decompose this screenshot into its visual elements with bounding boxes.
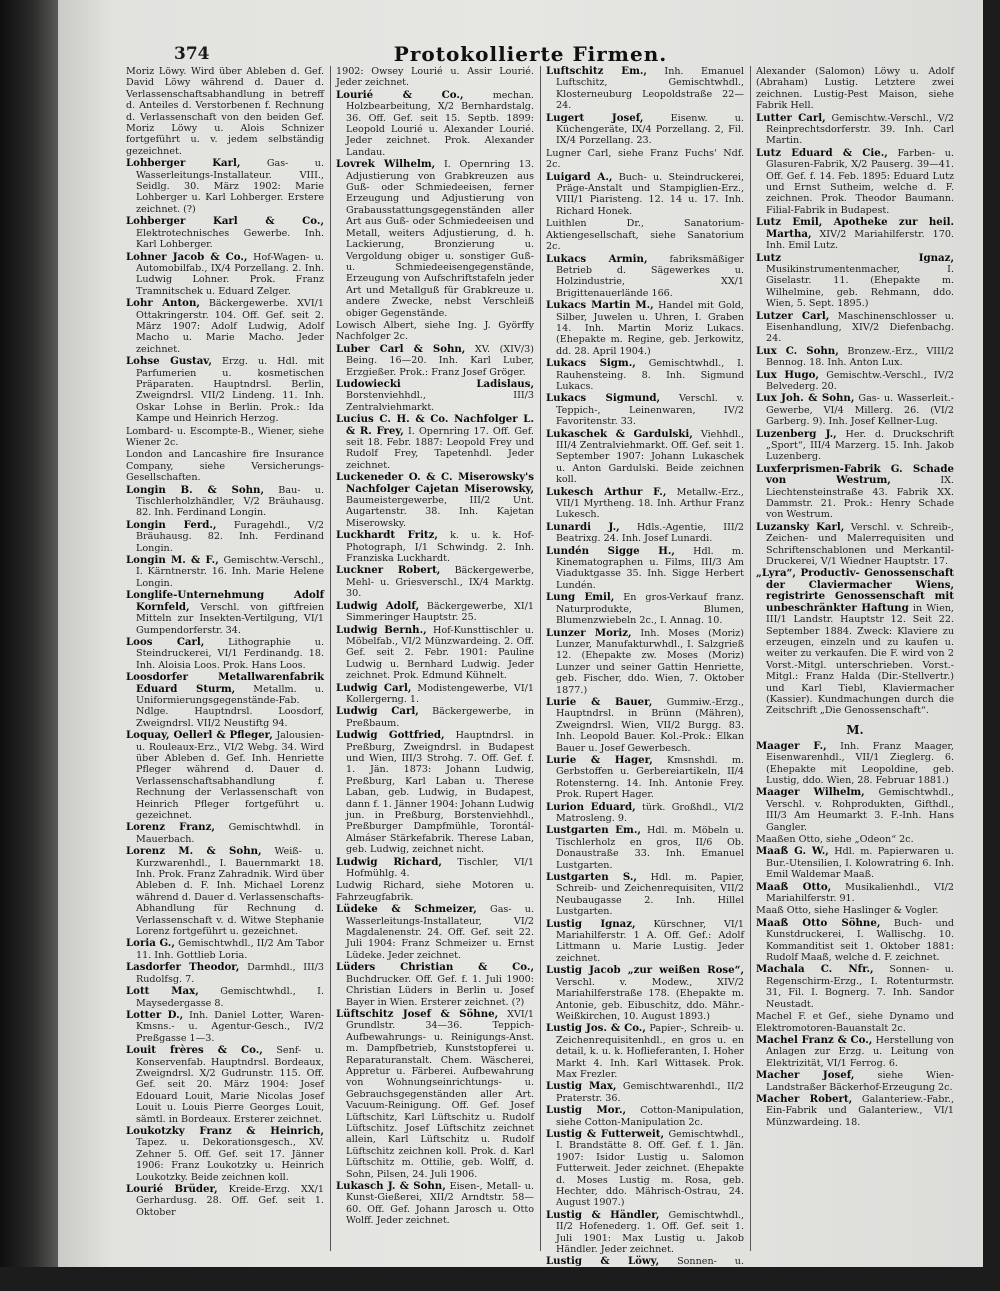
entry-text: Gemischtwhdl., I. Brandstätte 8. Off. Gef. f. 1. Jän. 1907: Isidor Lustig u. Salomon Futterweit. Jeder zeichnet. (Ehepakte d. Moses Lustig m. Rosa, geb. Hechter, ddo. Mährisch-Ostrau, 24. August 1907.): [556, 1128, 744, 1209]
directory-entry: [756, 568, 954, 716]
directory-entry: [546, 1023, 744, 1080]
entry-text: Erzg. u. Hdl. mit Parfumerien u. kosmetischen Präparaten. Hauptndrsl. Berlin, Zweigndrsl. VII/2 Lindeng. 11. Inh. Oskar Lohse in Berlin. Prok.: Ida Kampe und Heinrich Herzog.: [136, 356, 324, 425]
entry-text: Jalousien- u. Rouleaux-Erz., VI/2 Webg. 34. Wird über Ableben d. Gef. Inh. Henriette Pfleger während d. Dauer d. Verlassenschaftsabhandlung f. Rechnung der Verlassenschaft von Heinrich Pfleger fortgeführt u. gezeichnet.: [136, 730, 324, 821]
firm-name: Lugert Josef,: [546, 111, 644, 124]
directory-entry: [336, 880, 534, 903]
entry-text: Farben- u. Glasuren-Fabrik, X/2 Pauserg. 39—41. Off. Gef. f. 14. Feb. 1895: Eduard Lutz und Ernst Sutheim, welche d. F. zeichnen. Prok. Theodor Baumann. Filial-Fabrik in Budapest.: [766, 147, 954, 216]
entry-text: Herstellung von Anlagen zur Erzg. u. Leitung von Elektrizität, VI/1 Ferrog. 6.: [766, 1034, 954, 1069]
directory-entry: [546, 148, 744, 171]
directory-entry: [546, 113, 744, 147]
directory-entry: [546, 300, 744, 357]
page-number: 374: [174, 44, 210, 64]
entry-text: Viehhdl., III/4 Zentralviehmarkt. Off. Gef. seit 1. September 1907: Johann Lukaschek u. Anton Gardulski. Beide zeichnen koll.: [556, 428, 744, 486]
firm-name: Lutz Emil, Apotheke zur heil. Martha,: [756, 216, 954, 240]
firm-name: Lustig Jos. & Co.,: [546, 1022, 646, 1035]
firm-name: Lunardi J.,: [546, 520, 620, 533]
directory-entry: [336, 857, 534, 880]
entry-text: Hdl. m. Papierwaren u. Bur.-Utensilien, I. Kolowratring 6. Inh. Emil Waldemar Maaß.: [766, 846, 954, 881]
firm-name: Maaß Otto Söhne,: [756, 916, 881, 929]
entry-text: Tapez. u. Dekorationsgesch., XV. Zehner 5. Off. Gef. seit 17. Jänner 1906: Franz Loukotzky u. Heinrich Loukotzky. Beide zeichnen koll.: [136, 1137, 324, 1183]
firm-name: Lorenz Franz,: [126, 821, 215, 834]
directory-entry: [756, 1011, 954, 1034]
entry-text: Maaß Otto, siehe Haslinger & Vogler.: [756, 905, 939, 917]
directory-entry: [756, 370, 954, 393]
firm-name: Lukasch J. & Sohn,: [336, 1180, 446, 1192]
directory-entry: [546, 1210, 744, 1256]
entry-text: Hdl. m. Möbeln u. Tischlerholz en gros, II/6 Ob. Donaustraße 33. Inh. Emanuel Lustgarten.: [556, 825, 744, 871]
entry-text: fabriksmäßiger Betrieb d. Sägewerkes u. Holzindustrie, XX/1 Brigittenauerlände 166.: [556, 253, 744, 299]
firm-name: Lohner Jacob & Co.,: [126, 250, 248, 263]
firm-name: Luigard A.,: [546, 170, 613, 183]
entry-text: Lowisch Albert, siehe Ing. J. Györffy Nachfolger 2c.: [336, 319, 534, 343]
firm-name: Luber Carl & Sohn,: [336, 342, 466, 355]
entry-text: Gas- u. Wasserleitungs-Installateur. VIII., Seidlg. 30. März 1902: Marie Lohberger u. Karl Lohberger. Erstere zeichnet. (?): [136, 158, 324, 215]
firm-name: Luckner Robert,: [336, 564, 441, 577]
directory-entry: [126, 216, 324, 250]
firm-name: Lukaschek & Gardulski,: [546, 427, 693, 440]
directory-entry: [546, 802, 744, 825]
firm-name: Lovrek Wilhelm,: [336, 158, 436, 171]
entry-text: Weiß- u. Kurzwarenhdl., I. Bauernmarkt 18. Inh. Prok. Franz Zahradnik. Wird über Ableben d. F. Inh. Michael Lorenz während d. Dauer d. Verlassenschafts-Abhandlung für Rechnung d. Verlassenschaft v. d. Witwe Stephanie Lorenz fortgeführt u. gezeichnet.: [136, 846, 324, 938]
entry-text: IX. Liechtensteinstraße 43. Fabrik XX. Dammstr. 21. Prok.: Henry Schade von Westrum.: [766, 475, 954, 521]
firm-name: Lustgarten S.,: [546, 871, 637, 884]
entry-text: Hauptndrsl. in Preßburg, Zweigndrsl. in Budapest und Wien, III/3 Strohg. 7. Off. Gef. f. 1. Jän. 1873: Johann Ludwig, Preßburg, Karl Laban u. Therese Laban, geb. Ludwig, in Budapest, dann f. 1. Jänner 1904: Johann Ludwig jun. in Preßburg, Borstenviehhdl., Preßburger Dampfmühle, Torontál-Almáser Stärkefabrik. Therese Laban, geb. Ludwig, zeichnet nicht.: [346, 730, 534, 856]
entry-text: Lithographie u. Steindruckerei, VI/1 Ferdinandg. 18. Inh. Aloisia Loos. Prok. Hans Loos.: [136, 636, 324, 671]
entry-text: k. u. k. Hof-Photograph, I/1 Schwindg. 2. Inh. Franziska Luckhardt.: [346, 530, 534, 565]
entry-text: in Wien, III/1 Landstr. Hauptstr 12. Seit 22. September 1884. Zweck: Klaviere zu erzeugen, einzeln und zu kaufen u. weiter zu verkaufen. Die F. wird von 2 Vorst.-Mitgl. unterschrieben. Vorst.-Mitgl.: Franz Halda (Dir.-Stellvertr.) und Karl Tiebl, Klaviermacher (Kassier). Kundmachungen durch die Zeitschrift „Die Genossenschaft“.: [766, 602, 954, 717]
firm-name: Lustig & Futterweit,: [546, 1127, 665, 1140]
entry-text: Metallm. u. Uniformierungsgegenstände-Fab. Ndlge. Hauptndrsl. Loosdorf, Zweigndrsl. VII/2 Neustiftg 94.: [136, 683, 324, 729]
firm-name: Lutz Eduard & Cie.,: [756, 146, 888, 159]
directory-entry: [546, 965, 744, 1022]
entry-text: Gemischtwhdl., I. Rauhensteing. 8. Inh. Sigmund Lukacs.: [556, 358, 744, 392]
entry-text: Tischler, VI/1 Hofmühlg. 4.: [346, 856, 534, 880]
directory-entry: [546, 872, 744, 918]
directory-entry: [546, 919, 744, 965]
firm-name: Louit frères & Co.,: [126, 1044, 263, 1057]
directory-entry: [756, 311, 954, 345]
column-divider: [330, 66, 331, 1251]
entry-text: Maaßen Otto, siehe „Odeon“ 2c.: [756, 834, 914, 845]
firm-name: Lotter D.,: [126, 1008, 184, 1021]
directory-entry: [336, 962, 534, 1008]
firm-name: Loosdorfer Metallwarenfabrik Eduard Sturm,: [126, 671, 324, 695]
firm-name: Lukacs Martin M.,: [546, 299, 654, 312]
directory-entry: [126, 520, 324, 554]
firm-name: Lustig Jacob „zur weißen Rose“,: [546, 964, 744, 977]
entry-text: Borstenviehhdl., III/3 Zentralviehmarkt.: [346, 390, 534, 413]
entry-text: Verschl. v. Modew., XIV/2 Mariahilferstraße 178. (Ehepakte m. Antonie, geb. Eibuschitz, ddo. Mähr.-Weißkirchen, 10. August 1893.): [556, 976, 744, 1022]
directory-entry: [336, 414, 534, 471]
firm-name: Lourié & Co.,: [336, 88, 464, 101]
directory-entry: [126, 449, 324, 483]
firm-name: Macher Robert,: [756, 1092, 853, 1105]
entry-text: Sonnen- u. Regenschirm-Erzg. 2. Off. Gef. seit 4. April 1906: Emil Löwy,: [556, 1256, 744, 1291]
directory-entry: [546, 254, 744, 300]
directory-entry: [756, 741, 954, 787]
firm-name: Lux C. Sohn,: [756, 344, 839, 357]
firm-name: Luckeneder O. & C. Miserowsky's Nachfolger Cajetan Miserowsky,: [336, 471, 534, 495]
firm-name: Lüdeke & Schmeizer,: [336, 903, 477, 916]
entry-text: Cotton-Manipulation, siehe Cotton-Manipulation 2c.: [556, 1105, 744, 1128]
directory-entry: [546, 825, 744, 871]
entry-text: XIV/2 Mariahilferstr. 170. Inh. Emil Lutz.: [766, 228, 954, 252]
directory-entry: [756, 429, 954, 463]
firm-name: Loquay, Oellerl & Pfleger,: [126, 729, 273, 742]
firm-name: Lohse Gustav,: [126, 355, 212, 368]
firm-name: Ludwig Gottfried,: [336, 729, 445, 742]
directory-entry: [126, 938, 324, 961]
entry-text: Bau- u. Tischlerholzhändler, V/2 Bräuhausg. 82. Inh. Ferdinand Longin.: [136, 484, 325, 519]
entry-text: mechan. Holzbearbeitung, X/2 Bernhardstalg. 36. Off. Gef. seit 15. Septb. 1899: Leopold Lourié u. Alexander Lourié. Jeder zeichnet. Prok. Alexander Landau.: [346, 89, 534, 158]
directory-entry: [546, 1081, 744, 1104]
directory-entry: [336, 379, 534, 413]
directory-entry: [546, 546, 744, 592]
entry-text: Her. d. Druckschrift „Sport“, III/4 Marzerg. 15. Inh. Jakob Luzenberg.: [766, 428, 954, 463]
firm-name: Longin B. & Sohn,: [126, 483, 264, 496]
firm-name: „Lyra“, Productiv- Genossenschaft der Claviermacher Wiens, registrirte Genossenschaft mit unbeschränkter Haftung: [756, 567, 954, 614]
firm-name: Lüftschitz Josef & Söhne,: [336, 1007, 499, 1020]
directory-entry: [756, 905, 954, 916]
directory-entry: [336, 344, 534, 378]
entry-text: Gummiw.-Erzg., Hauptndrsl. in Brünn (Mähren), Zweigndrsl. Wien, VII/2 Burgg. 83. Inh. Leopold Bauer. Kol.-Prok.: Elkan Bauer u. Josef Gewerbesch.: [556, 696, 744, 754]
entry-text: Gemischtwhdl., I. Maysedergasse 8.: [136, 986, 324, 1009]
entry-text: XV. (XIV/3) Being. 16—20. Inh. Karl Luber, Erzgießer. Prok.: Franz Josef Gröger.: [346, 343, 534, 378]
firm-name: Lutz Ignaz,: [756, 251, 954, 264]
firm-name: Ludwig Adolf,: [336, 599, 420, 612]
entry-text: Gemischtwhdl., Verschl. v. Rohprodukten, Gifthdl., III/3 Am Heumarkt 3. F.-Inh. Hans Gangler.: [766, 787, 954, 833]
entry-text: Bronzew.-Erz., VIII/2 Bennog. 18. Inh. Anton Lux.: [766, 345, 954, 369]
directory-entry: [546, 697, 744, 754]
firm-name: Lohberger Karl & Co.,: [126, 215, 324, 228]
directory-entry: [546, 522, 744, 545]
firm-name: Maaß Otto,: [756, 880, 832, 893]
firm-name: Lurie & Bauer,: [546, 695, 653, 708]
directory-entry: [756, 964, 954, 1010]
directory-entry: [126, 822, 324, 845]
directory-entry: [546, 755, 744, 801]
firm-name: Lustig & Händler,: [546, 1208, 660, 1221]
firm-name: Luzansky Karl,: [756, 520, 845, 533]
directory-entry: [546, 592, 744, 626]
entry-text: Lugner Carl, siehe Franz Fuchs' Ndf. 2c.: [546, 147, 744, 171]
directory-entry: [126, 637, 324, 671]
entry-text: Hdls.-Agentie, III/2 Beatrixg. 24. Inh. Josef Lunardi.: [556, 521, 745, 545]
firm-name: Loos Carl,: [126, 635, 205, 648]
entry-text: Luithlen Dr., Sanatorium-Aktiengesellschaft, siehe Sanatorium 2c.: [546, 218, 744, 253]
directory-entry: [756, 918, 954, 964]
directory-entry: [756, 346, 954, 369]
directory-entry: [756, 464, 954, 521]
firm-name: Maager F.,: [756, 739, 827, 752]
firm-name: Lukacs Armin,: [546, 252, 648, 265]
directory-columns: [126, 65, 961, 1291]
entry-text: Machel F. et Gef., siehe Dynamo und Elektromotoren-Bauanstalt 2c.: [756, 1011, 954, 1034]
entry-text: Buch- und Kunstdruckerei, I. Wallischg. 10. Kommanditist seit 1. Oktober 1881: Rudolf Maaß, welche d. F. zeichnet.: [766, 917, 954, 964]
entry-text: Inh. Emanuel Luftschitz, Gemischtwhdl., Klosterneuburg Leopoldstraße 22—24.: [556, 66, 744, 112]
firm-name: Lustig Ignaz,: [546, 917, 636, 930]
directory-entry: [336, 530, 534, 564]
entry-text: Gemischtwhdl., II/2 Hofenederg. 1. Off. Gef. seit 1. Juli 1901: Max Lustig u. Jakob Händler. Jeder zeichnet.: [556, 1209, 744, 1256]
entry-text: siehe Wien-Landstraßer Bäckerhof-Erzeugung 2c.: [766, 1070, 954, 1093]
firm-name: Longlife-Unternehmung Adolf Kornfeld,: [126, 589, 324, 613]
firm-name: Lutter Carl,: [756, 111, 826, 124]
directory-entry: [126, 555, 324, 589]
directory-entry: [126, 846, 324, 937]
entry-text: Verschl. v. Schreib-, Zeichen- und Malerrequisiten und Schriftenschablonen und Merkantil-Druckerei, V/1 Wiedner Hauptstr. 17.: [766, 521, 954, 568]
firm-name: Lüders Christian & Co.,: [336, 961, 534, 974]
entry-text: Gemischtw.-Verschl., IV/2 Belvederg. 20.: [766, 369, 954, 392]
firm-name: Luxferprismen-Fabrik G. Schade von Westrum,: [756, 462, 954, 487]
directory-entry: [336, 1181, 534, 1227]
directory-entry: [546, 66, 744, 112]
directory-entry: [756, 113, 954, 147]
directory-entry: [126, 986, 324, 1009]
entry-text: I. Opernring 17. Off. Gef. seit 18. Febr. 1887: Leopold Frey und Rudolf Frey, Tapetenhdl. Jeder zeichnet.: [346, 425, 534, 471]
entry-text: XVI/1 Grundlstr. 34—36. Teppich-Aufbewahrungs- u. Reinigungs-Anst. m. Dampfbetrieb, Kunststopferei u. Reparaturanstalt. Chem. Wäscherei, Appretur u. Färberei. Aufbewahrung von Wohnungseinrichtungs- u. Gebrauchsgegenständen aller Art. Vacuum-Reinigung. Off. Gef. Josef Lüftschitz, Karl Lüftschitz u. Rudolf Lüftschitz. Josef Lüftschitz zeichnet allein, Karl Lüftschitz u. Rudolf Lüftschitz zeichnen koll. Prok. d. Karl Lüftschitz m. Ottilie, geb. Wolff, d. Sohn, Pilsen, 24. Juli 1906.: [346, 1008, 534, 1180]
entry-text: Hof-Wagen- u. Automobilfab., IX/4 Porzellang. 2. Inh. Ludwig Lohner. Prok. Franz Tramnitschek u. Eduard Zelger.: [136, 251, 324, 297]
firm-name: Ludwig Bernh.,: [336, 623, 427, 636]
entry-text: Kmsnshdl. m. Gerbstoffen u. Gerbereiartikeln, II/4 Rotensterng. 14. Inh. Antonie Frey. Prok. Rupert Hager.: [556, 754, 744, 801]
directory-entry: [336, 706, 534, 729]
directory-entry: [126, 1184, 324, 1218]
book-binding: [0, 0, 58, 1267]
directory-entry: [336, 601, 534, 624]
directory-entry: [756, 1094, 954, 1128]
firm-name: Lustig Max,: [546, 1080, 617, 1093]
entry-text: Hdl. m. Papier, Schreib- und Zeichenrequisiten, VII/2 Neubaugasse 2. Inh. Hillel Lustgarten.: [556, 872, 744, 918]
firm-name: Loria G.,: [126, 937, 175, 950]
directory-entry: [126, 252, 324, 298]
directory-entry: [756, 522, 954, 568]
entry-text: Papier-, Schreib- u. Zeichenrequisitenhdl., en gros u. en detail, k. u. k. Hoflieferanten, I. Hoher Markt 4. Inh. Karl Wittasek. Prok. Max Frezler.: [556, 1023, 744, 1080]
directory-entry: [126, 590, 324, 636]
directory-entry: [546, 1129, 744, 1209]
directory-entry: [126, 730, 324, 821]
page-header: [118, 34, 943, 64]
firm-name: Lukacs Sigmund,: [546, 392, 661, 405]
directory-entry: [336, 683, 534, 706]
firm-name: Luzenberg J.,: [756, 427, 837, 440]
directory-entry: [546, 487, 744, 521]
firm-name: Lukacs Sigm.,: [546, 357, 636, 370]
column-3: [546, 65, 745, 1291]
entry-text: Gas- u. Wasserleitungs-Installateur, VI/2 Magdalenenstr. 24. Off. Gef. seit 22. Juli 1904: Franz Schmeizer u. Ernst Lüdeke. Jeder zeichnet.: [346, 904, 534, 961]
firm-name: Machel Franz & Co.,: [756, 1033, 873, 1046]
entry-text: Lombard- u. Escompte-B., Wiener, siehe Wiener 2c.: [126, 425, 324, 448]
entry-text: Furagehdl., V/2 Bräuhausg. 82. Inh. Ferdinand Longin.: [136, 519, 324, 554]
firm-name: Macher Josef,: [756, 1069, 855, 1082]
directory-entry: [126, 356, 324, 424]
entry-text: türk. Großhdl., VI/2 Matrosleng. 9.: [556, 801, 744, 824]
directory-entry: [126, 485, 324, 519]
entry-text: Musikalienhdl., VI/2 Mariahilferstr. 91.: [766, 881, 954, 905]
entry-text: Musikinstrumentenmacher, I. Giselastr. 11. (Ehepakte m. Wilhelmine, geb. Rehmann, ddo. Wien, 5. Sept. 1895.): [766, 263, 954, 310]
entry-text: Bäckergewerbe, in Preßbaum.: [346, 706, 534, 729]
entry-text: Bäckergewerbe, XI/1 Simmeringer Hauptstr. 25.: [346, 600, 534, 624]
directory-entry: [756, 882, 954, 905]
firm-name: Lung Emil,: [546, 591, 615, 604]
entry-text: Moriz Löwy. Wird über Ableben d. Gef. David Löwy während d. Dauer d. Verlassenschaftsabhandlung in betreff d. Anteiles d. Verstorbenen f. Rechnung d. Verlassenschaft von den beiden Gef. Moriz Löwy u. Alois Schnizer fortgeführt u. v. jedem selbständig gezeichnet.: [126, 66, 324, 157]
directory-entry: [756, 253, 954, 310]
directory-entry: [756, 834, 954, 845]
firm-name: Luckhardt Fritz,: [336, 529, 438, 542]
entry-text: Eisen-, Metall- u. Kunst-Gießerei, XII/2 Arndtstr. 58—60. Off. Gef. Johann Jarosch u. Otto Wolff. Jeder zeichnet.: [346, 1181, 534, 1227]
firm-name: Lurion Eduard,: [546, 800, 636, 813]
firm-name: Lustig Mor.,: [546, 1104, 627, 1117]
entry-text: Buch- u. Steindruckerei, Präge-Anstalt und Stampiglien-Erz., VIII/1 Piaristeng. 12. 14 u. 17. Inh. Richard Honek.: [556, 171, 744, 217]
entry-text: 1902: Owsey Lourié u. Assir Lourié. Jeder zeichnet.: [336, 66, 534, 89]
entry-text: En gros-Verkauf franz. Naturprodukte, Blumen, Blumenzwiebeln 2c., I. Annag. 10.: [556, 592, 744, 627]
entry-text: Darmhdl., III/3 Rudolfsg. 7.: [136, 962, 324, 985]
firm-name: Lohr Anton,: [126, 297, 200, 310]
firm-name: Luftschitz Em.,: [546, 65, 647, 77]
entry-text: Gemischtw.-Verschl., I. Kärntnerstr. 16. Inh. Marie Helene Longin.: [136, 555, 324, 589]
column-divider: [540, 66, 541, 1251]
firm-name: Machala C. Nfr.,: [756, 963, 874, 976]
entry-text: Kürschner, VI/1 Mariahilferstr. 1 A. Off. Gef.: Adolf Littmann u. Marie Lustig. Jeder zeichnet.: [556, 918, 744, 964]
directory-entry: [546, 1256, 744, 1290]
directory-entry: [546, 429, 744, 486]
directory-entry: [336, 565, 534, 599]
column-divider: [750, 66, 751, 1251]
firm-name: Maager Wilhelm,: [756, 786, 865, 799]
directory-entry: [756, 1070, 954, 1093]
entry-text: Kreide-Erzg. XX/1 Gerhardusg. 28. Off. Gef. seit 1. Oktober: [136, 1184, 324, 1218]
entry-text: Bäckergewerbe. XVI/1 Ottakringerstr. 104. Off. Gef. seit 2. März 1907: Adolf Ludwig, Adolf Macho u. Marie Macho. Jeder zeichnet.: [136, 298, 324, 355]
directory-entry: [336, 625, 534, 682]
firm-name: Lasdorfer Theodor,: [126, 961, 240, 974]
directory-entry: [126, 1010, 324, 1044]
entry-text: Gemischtwarenhdl., II/2 Praterstr. 36.: [556, 1081, 744, 1104]
directory-entry: [126, 1045, 324, 1125]
entry-text: Ludwig Richard, siehe Motoren u. Fahrzeugfabrik.: [336, 880, 534, 903]
entry-text: Elektrotechnisches Gewerbe. Inh. Karl Lohberger.: [136, 227, 324, 251]
firm-name: Maaß G. W.,: [756, 845, 829, 858]
firm-name: Lucius C. H. & Co. Nachfolger L. & R. Frey,: [336, 413, 534, 437]
entry-text: Modistengewerbe, VI/1 Kollergerng. 1.: [346, 682, 534, 705]
firm-name: Lukesch Arthur F.,: [546, 485, 667, 498]
running-title: Protokollierte Firmen.: [393, 42, 668, 66]
firm-name: Lux Joh. & Sohn,: [756, 392, 855, 405]
directory-entry: [756, 787, 954, 833]
directory-entry: [756, 66, 954, 112]
firm-name: Lorenz M. & Sohn,: [126, 845, 262, 858]
directory-entry: [336, 90, 534, 158]
firm-name: Lott Max,: [126, 985, 199, 998]
directory-entry: [126, 1126, 324, 1183]
entry-text: Senf- u. Konservenfab. Hauptndrsl. Bordeaux, Zweigndrsl. X/2 Gudrunstr. 115. Off. Gef. seit 20. März 1904: Josef Edouard Louit, Marie Nicolas Josef Louit u. Louis Pierre Georges Louit, sämtl. in Bordeaux. Ersterer zeichnet.: [136, 1045, 324, 1125]
entry-text: Gemischtwhdl., II/2 Am Tabor 11. Inh. Gottlieb Loria.: [136, 938, 324, 961]
firm-name: Lutzer Carl,: [756, 309, 830, 322]
entry-text: Metallw.-Erz., VII/1 Myrtheng. 18. Inh. Arthur Franz Lukesch.: [556, 486, 744, 521]
directory-entry: [126, 66, 324, 157]
firm-name: Ludwig Carl,: [336, 681, 412, 694]
entry-text: Inh. Franz Maager, Eisenwarenhdl., VII/1 Zieglerg. 6. (Ehepakte mit Leopoldine, geb. Lustig, ddo. Wien, 28. Februar 1881.): [766, 740, 954, 786]
entry-text: Bäckergewerbe, Mehl- u. Griesverschl., IX/4 Marktg. 30.: [346, 565, 534, 600]
directory-entry: [126, 158, 324, 215]
entry-text: Verschl. v. Teppich-, Leinenwaren, IV/2 Favoritenstr. 33.: [556, 393, 744, 428]
entry-text: I. Opernring 13. Adjustierung von Grabkreuzen aus Guß- oder Schmiedeeisen, ferner Erzeugung und Adjustierung von Grabausstattungsgegenständen aller Art aus Guß- oder Schmiedeeisen und Metall, weiters Adjustierung, d. h. Lackierung, Bronzierung u. Vergoldung obiger u. sonstiger Guß- u. Schmiedeeisengegenstände, Erzeugung von Aufschriftstafeln jeder Art und Metallguß für Grabkreuze u. andere Zwecke, nebst Verschleiß obiger Gegenstände.: [346, 159, 535, 319]
firm-name: Longin Ferd.,: [126, 518, 217, 531]
directory-entry: [546, 393, 744, 427]
firm-name: Longin M. & F.,: [126, 554, 219, 567]
entry-text: Galanteriew.-Fabr., Ein-Fabrik und Galanteriew., VI/1 Münzwardeing. 18.: [766, 1093, 954, 1128]
directory-entry: [546, 218, 744, 252]
entry-text: Maschinenschlosser u. Eisenhandlung, XIV/2 Diefenbachg. 24.: [766, 310, 954, 345]
directory-entry: [336, 730, 534, 855]
directory-entry: [336, 472, 534, 529]
entry-text: Alexander (Salomon) Löwy u. Adolf (Abraham) Lustig. Letztere zwei zeichnen. Lustig-Pest Maison, siehe Fabrik Hell.: [756, 66, 954, 112]
column-1: [126, 66, 324, 1251]
firm-name: Lundén Sigge H.,: [546, 544, 675, 557]
firm-name: Ludwig Richard,: [336, 855, 442, 868]
section-letter: M.: [846, 722, 864, 737]
directory-entry: [756, 148, 954, 216]
entry-text: Sonnen- u. Regenschirm-Erzg., I. Rotenturmstr. 31, Fil. I. Bognerg. 7. Inh. Sandor Neustadt.: [766, 964, 954, 1010]
entry-text: Hof-Kunsttischler u. Möbelfab., VI/2 Münzwardeing. 2. Off. Gef. seit 2. Febr. 1901: Pauline Ludwig u. Bernhard Ludwig. Jeder zeichnet. Prok. Edmund Kühnelt.: [346, 624, 534, 682]
entry-text: Inh. Moses (Moriz) Lunzer, Manufakturwhdl., I. Salzgrieß 12. (Ehepakte zw. Moses (Moriz) Lunzer und seiner Gattin Henriette, geb. Fischer, ddo. Wien, 7. Oktober 1877.): [556, 627, 744, 696]
entry-text: London and Lancashire fire Insurance Company, siehe Versicherungs-Gesellschaften.: [126, 449, 324, 484]
directory-entry: [546, 358, 744, 392]
firm-name: Lunzer Moriz,: [546, 626, 632, 639]
firm-name: Lurie & Hager,: [546, 753, 653, 766]
firm-name: Lourié Brüder,: [126, 1183, 218, 1195]
directory-entry: [126, 298, 324, 355]
entry-text: Handel mit Gold, Silber, Juwelen u. Uhren, I. Graben 14. Inh. Martin Moriz Lukacs. (Ehepakte m. Regine, geb. Jerkowitz, dd. 28. April 1904.): [556, 300, 744, 357]
directory-entry: [756, 1035, 954, 1069]
directory-entry: [756, 846, 954, 880]
entry-text: Buchdrucker. Off. Gef. f. 1. Juli 1900: Christian Lüders in Berlin u. Josef Bayer in Wien. Ersterer zeichnet. (?): [346, 973, 534, 1008]
column-2: [336, 66, 534, 1251]
directory-entry: [336, 1009, 534, 1180]
directory-entry: [336, 320, 534, 343]
firm-name: Lohberger Karl,: [126, 157, 241, 170]
firm-name: Lustig & Löwy,: [546, 1255, 660, 1268]
firm-name: Ludowiecki Ladislaus,: [336, 377, 534, 390]
directory-entry: [546, 1105, 744, 1128]
entry-text: Inh. Daniel Lotter, Waren-Kmsns.- u. Agentur-Gesch., IV/2 Preßgasse 1—3.: [136, 1009, 324, 1044]
entry-text: Eisenw. u. Küchengeräte, IX/4 Porzellang. 2, Fil. IX/4 Porzellang. 23.: [556, 112, 744, 147]
directory-entry: [756, 393, 954, 427]
entry-text: Gemischtw.-Verschl., V/2 Reinprechtsdorferstr. 39. Inh. Carl Martin.: [766, 112, 954, 147]
directory-entry: [126, 672, 324, 729]
directory-entry: [336, 66, 534, 89]
entry-text: Hdl. m. Kinematographen u. Films, III/3 Am Viaduktgasse 35. Inh. Sigge Herbert Lundén.: [556, 545, 744, 591]
entry-text: Gemischtwhdl. in Mauerbach.: [136, 822, 324, 845]
entry-text: Gas- u. Wasserleit.-Gewerbe, VI/4 Millerg. 26. (VI/2 Garberg. 9). Inh. Josef Kellner-Lug.: [766, 393, 954, 428]
column-4: [756, 66, 954, 1251]
directory-entry: [546, 628, 744, 696]
entry-text: Baumeistergewerbe, III/2 Unt. Augartenstr. 38. Inh. Kajetan Miserowsky.: [346, 495, 534, 529]
firm-name: Lux Hugo,: [756, 368, 819, 381]
directory-entry: [126, 426, 324, 449]
directory-entry: [336, 904, 534, 961]
directory-entry: [336, 159, 534, 319]
firm-name: Loukotzky Franz & Heinrich,: [126, 1124, 324, 1137]
directory-entry: [126, 962, 324, 985]
directory-entry: [756, 217, 954, 251]
directory-entry: [546, 172, 744, 218]
firm-name: Lustgarten Em.,: [546, 824, 641, 837]
entry-text: Verschl. von giftfreien Mitteln zur Insekten-Vertilgung, VI/1 Gumpendorferstr. 34.: [136, 601, 324, 636]
firm-name: Ludwig Carl,: [336, 705, 419, 718]
